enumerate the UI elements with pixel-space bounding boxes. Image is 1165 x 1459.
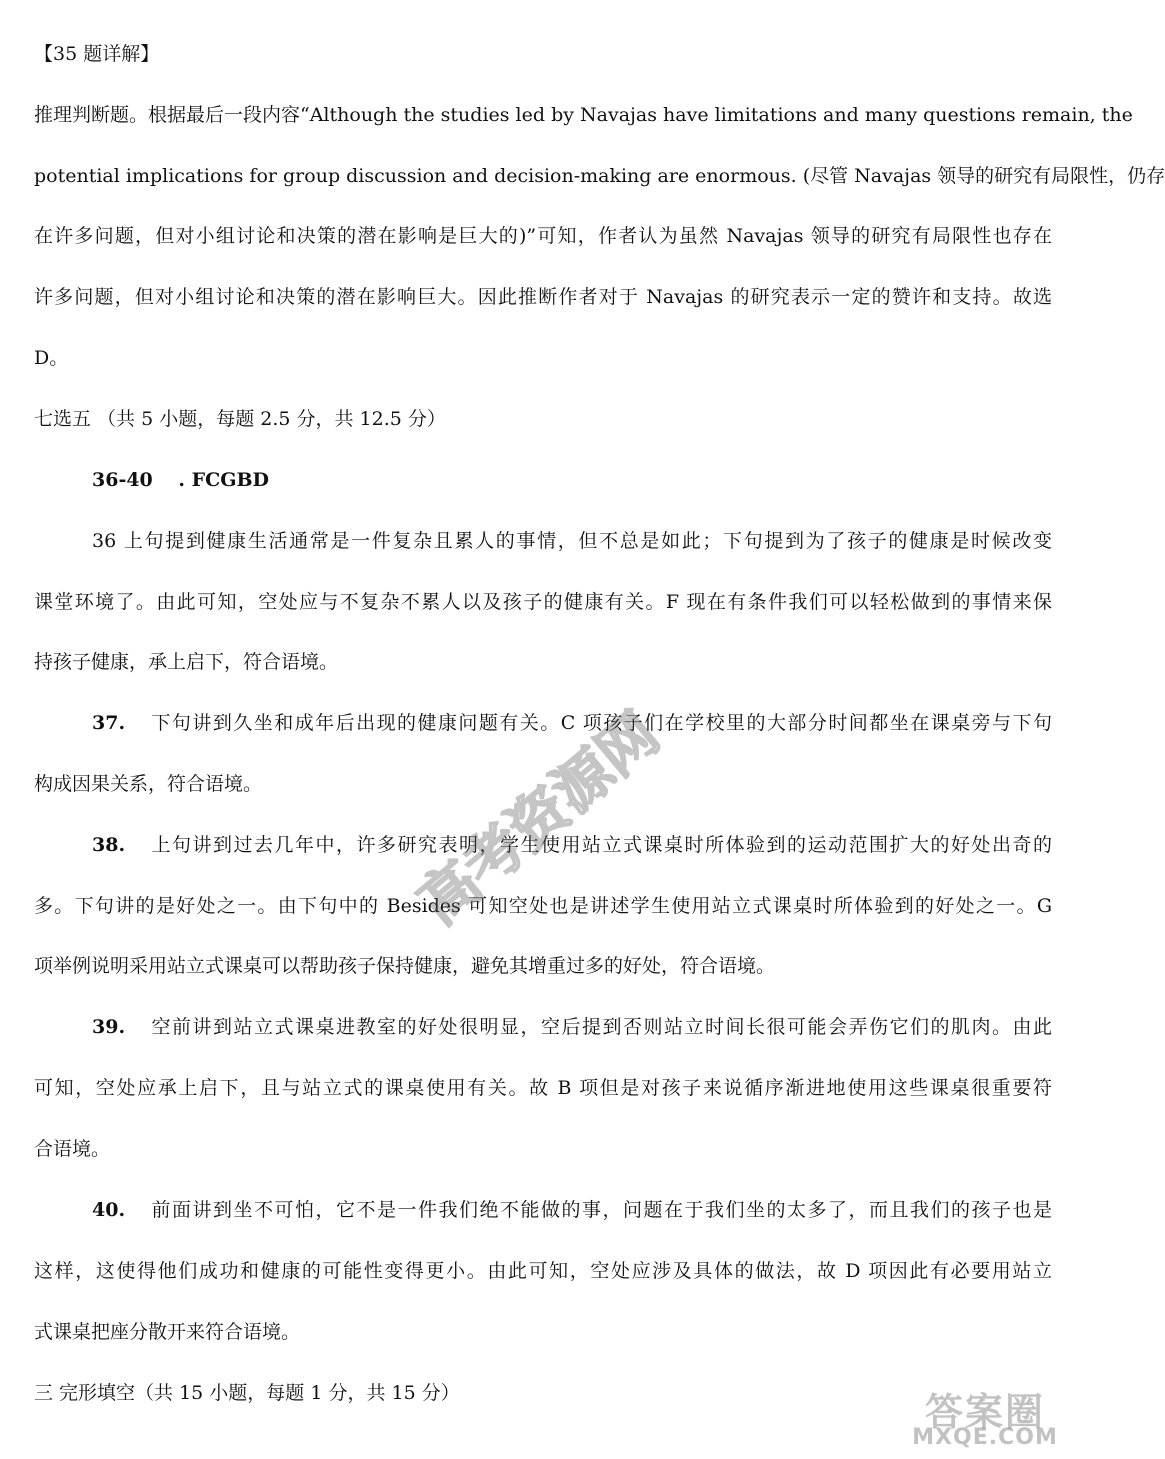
item-37-line-1 xyxy=(92,709,1052,737)
item-38-line-2: 多。下句讲的是好处之一。由下句中的 Besides 可知空处也是讲述学生使用站立式课桌时所体验到的好处之一。G xyxy=(34,895,1052,917)
item-40-number: 40. xyxy=(92,1199,126,1221)
q35-heading: 【35 题详解】 xyxy=(34,43,160,65)
item-39-line-2: 可知，空处应承上启下，且与站立式的课桌使用有关。故 B 项但是对孩子来说循序渐进地使用这些课桌很重要符 xyxy=(34,1077,1052,1099)
item-39-line-1 xyxy=(92,1013,1052,1041)
item-36-line-2: 课堂环境了。由此可知，空处应与不复杂不累人以及孩子的健康有关。F 现在有条件我们可以轻松做到的事情来保 xyxy=(34,591,1052,613)
watermark-stamp xyxy=(380,660,700,980)
item-40-line-1 xyxy=(92,1196,1052,1224)
item-37-text-1: 下句讲到久坐和成年后出现的健康问题有关。C 项孩子们在学校里的大部分时间都坐在课桌旁与下句 xyxy=(150,712,1052,734)
item-37-line-2: 构成因果关系，符合语境。 xyxy=(34,773,263,795)
item-40-line-2: 这样，这使得他们成功和健康的可能性变得更小。由此可知，空处应涉及具体的做法，故 D 项因此有必要用站立 xyxy=(34,1260,1052,1282)
corner-logo-title: 答案圈 xyxy=(924,1390,1045,1434)
q35-line-5: D。 xyxy=(34,347,69,369)
section-three-heading: 三 完形填空（共 15 小题，每题 1 分，共 15 分） xyxy=(34,1382,460,1404)
answers-36-40: 36-40 . FCGBD xyxy=(92,469,269,491)
item-36-line-3: 持孩子健康，承上启下，符合语境。 xyxy=(34,651,339,673)
q35-line-2: potential implications for group discussion and decision-making are enormous. (尽管 Navajas 领导的研究有局限性，仍存 xyxy=(34,165,1165,187)
item-38-text-1: 上句讲到过去几年中，许多研究表明，学生使用站立式课桌时所体验到的运动范围扩大的好处出奇的 xyxy=(150,834,1052,856)
item-40-text-1: 前面讲到坐不可怕，它不是一件我们绝不能做的事，问题在于我们坐的太多了，而且我们的孩子也是 xyxy=(150,1199,1052,1221)
item-36-line-1: 36 上句提到健康生活通常是一件复杂且累人的事情，但不总是如此；下句提到为了孩子的健康是时候改变 xyxy=(92,530,1052,552)
item-38-line-3: 项举例说明采用站立式课桌可以帮助孩子保持健康，避免其增重过多的好处，符合语境。 xyxy=(34,955,776,977)
item-37-number: 37. xyxy=(92,712,126,734)
watermark-text: 高考资源网 xyxy=(405,699,672,938)
q35-line-3: 在许多问题，但对小组讨论和决策的潜在影响是巨大的)”可知，作者认为虽然 Navajas 领导的研究有局限性也存在 xyxy=(34,225,1052,247)
corner-logo xyxy=(900,1381,1070,1453)
corner-logo-url: MXQE.COM xyxy=(912,1425,1058,1450)
item-39-text-1: 空前讲到站立式课桌进教室的好处很明显，空后提到否则站立时间长很可能会弄伤它们的肌肉。由此 xyxy=(150,1016,1052,1038)
q35-line-4: 许多问题，但对小组讨论和决策的潜在影响巨大。因此推断作者对于 Navajas 的研究表示一定的赞许和支持。故选 xyxy=(34,286,1052,308)
item-38-line-1 xyxy=(92,831,1052,859)
q35-line-1: 推理判断题。根据最后一段内容“Although the studies led by Navajas have limitations and many questions remain, the xyxy=(34,104,1133,126)
item-40-line-3: 式课桌把座分散开来符合语境。 xyxy=(34,1321,301,1343)
item-38-number: 38. xyxy=(92,834,126,856)
item-39-line-3: 合语境。 xyxy=(34,1138,111,1160)
section-seven-heading: 七选五 （共 5 小题，每题 2.5 分，共 12.5 分） xyxy=(34,408,446,430)
item-39-number: 39. xyxy=(92,1016,126,1038)
